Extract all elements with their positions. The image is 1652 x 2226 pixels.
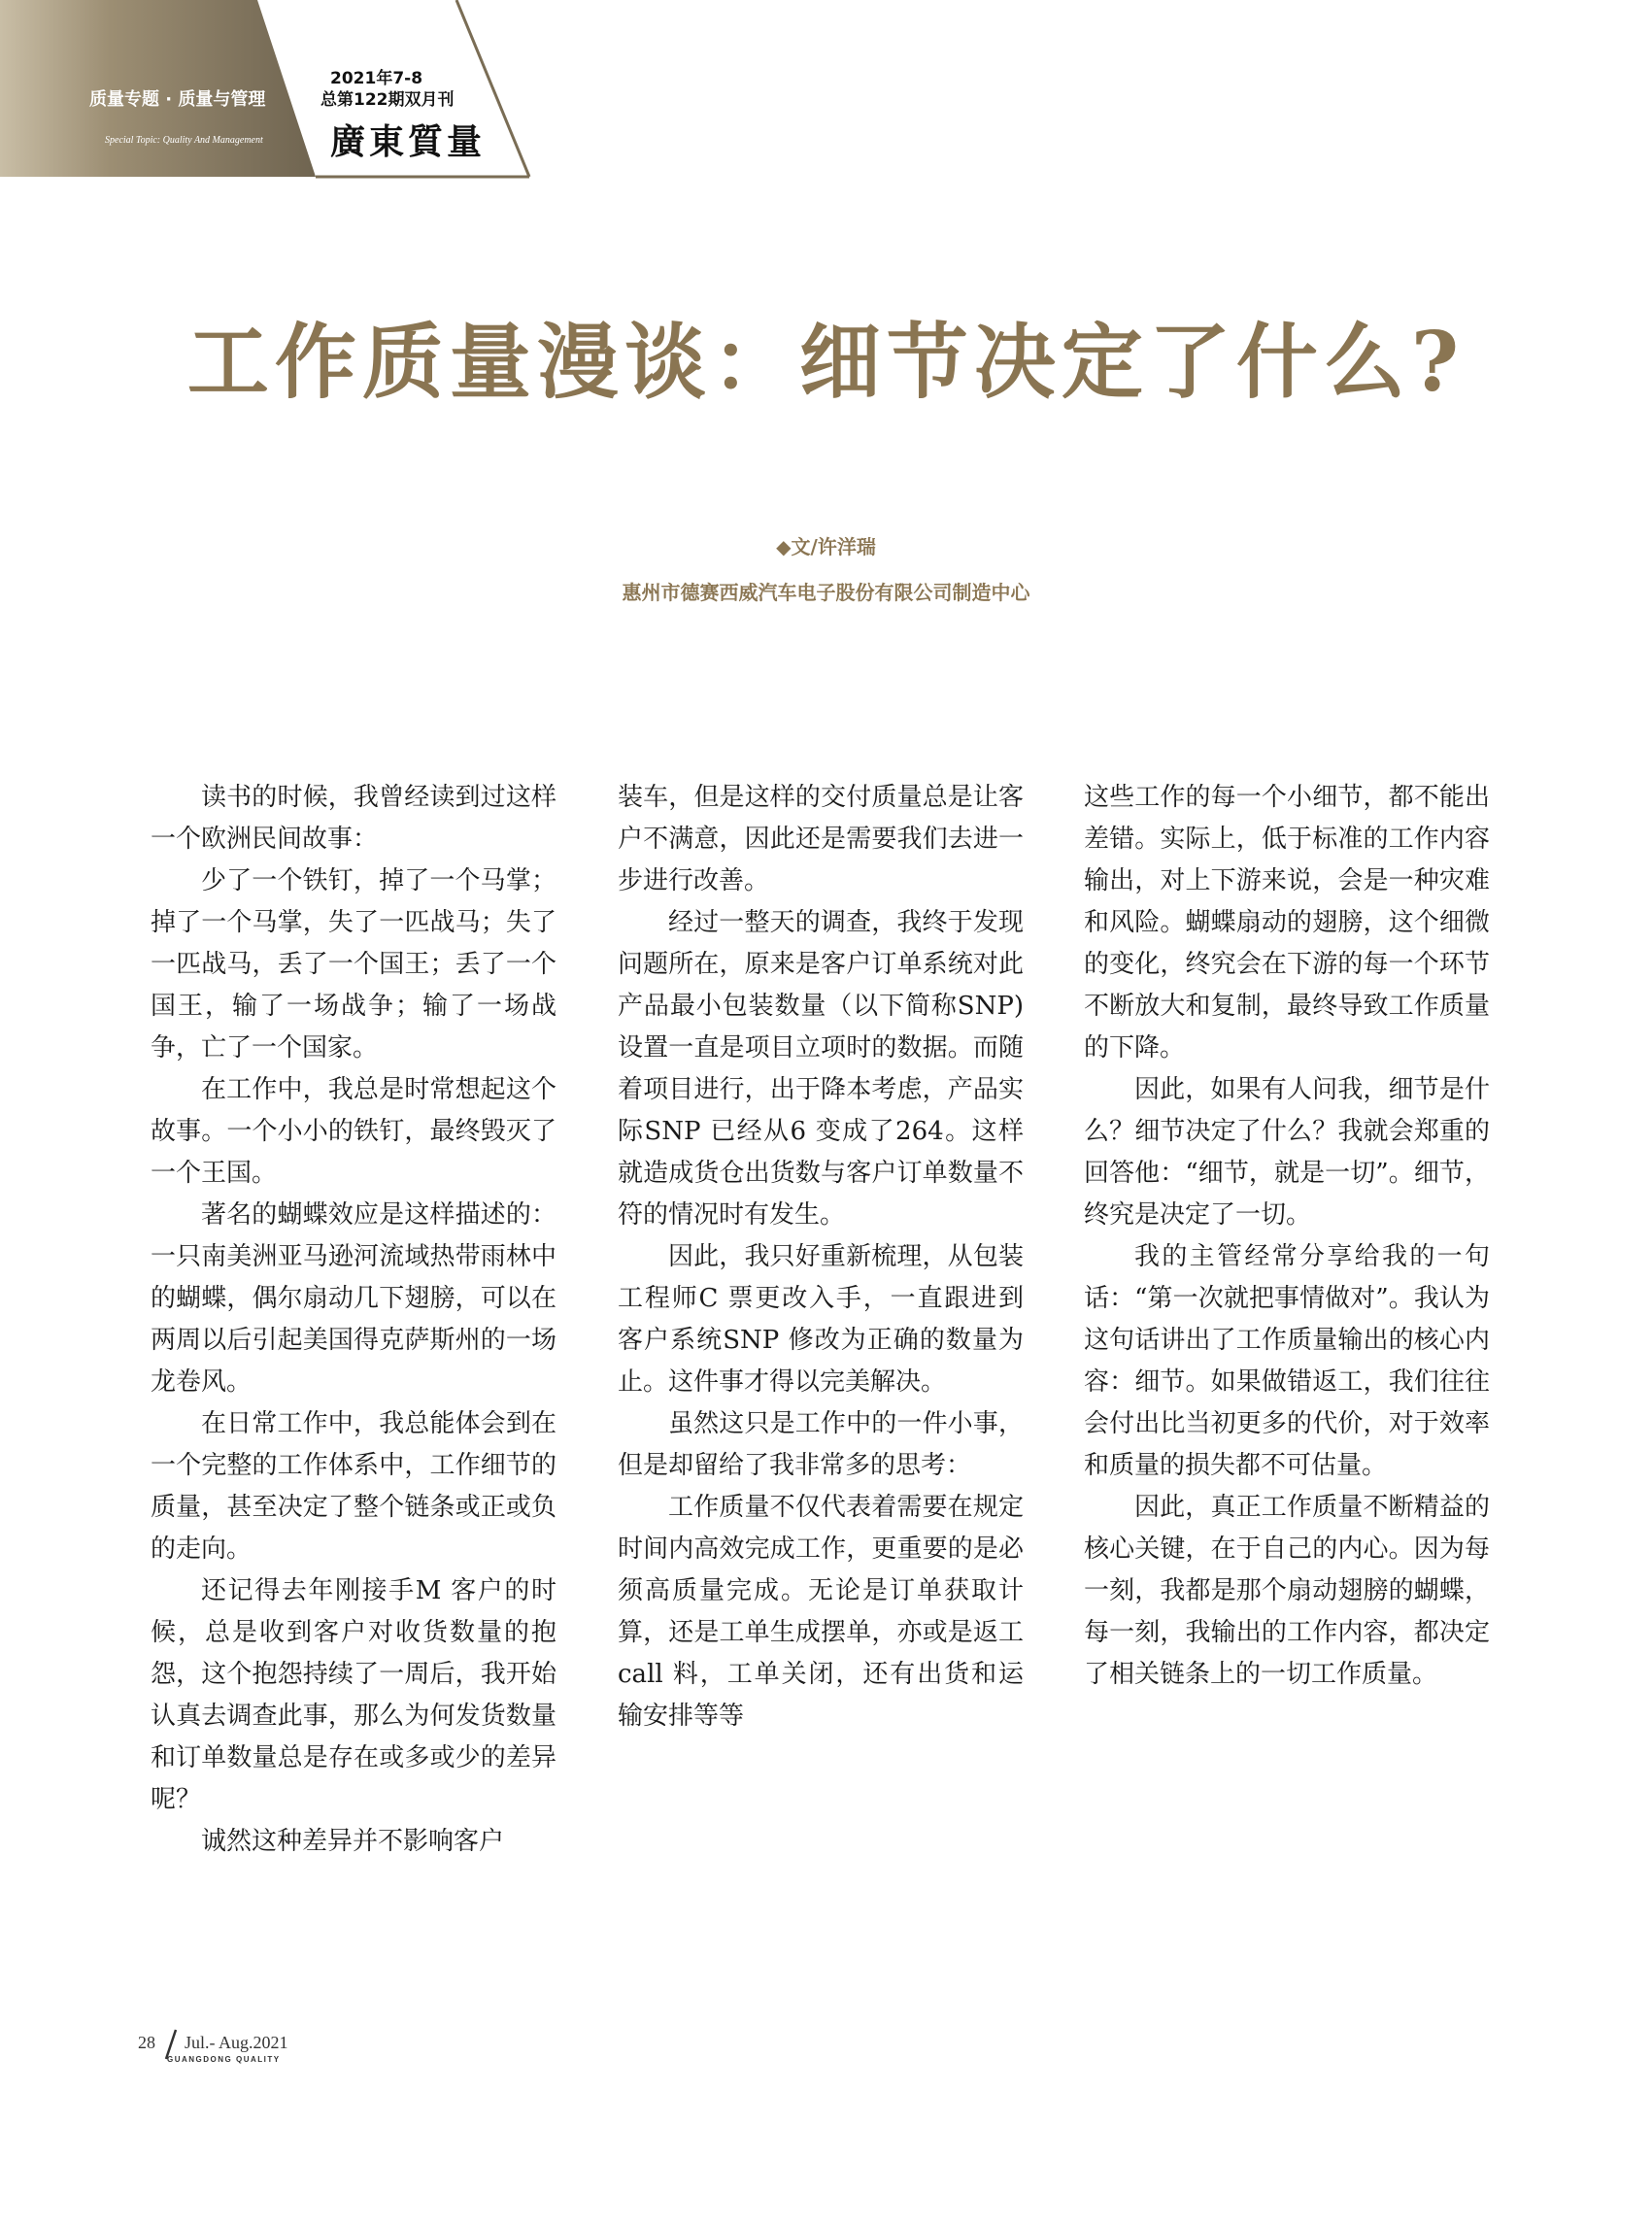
paragraph: 在日常工作中，我总能体会到在一个完整的工作体系中，工作细节的质量，甚至决定了整个链条或正或负的走向。 [151, 1409, 556, 1564]
issue-number: 总第122期双月刊 [320, 90, 455, 110]
paragraph: 还记得去年刚接手M 客户的时候，总是收到客户对收货数量的抱怨，这个抱怨持续了一周后，我开始认真去调查此事，那么为何发货数量和订单数量总是存在或多或少的差异呢？ [151, 1576, 556, 1814]
paragraph: 装车，但是这样的交付质量总是让客户不满意，因此还是需要我们去进一步进行改善。 [618, 783, 1024, 895]
paragraph: 因此，如果有人问我，细节是什么？细节决定了什么？我就会郑重的回答他：“细节，就是一切”。细节，终究是决定了一切。 [1084, 1075, 1490, 1230]
paragraph: 虽然这只是工作中的一件小事，但是却留给了我非常多的思考： [618, 1409, 1024, 1480]
paragraph: 工作质量不仅代表着需要在规定时间内高效完成工作，更重要的是必须高质量完成。无论是订单获取计算，还是工单生成摆单，亦或是返工call 料，工单关闭，还有出货和运输安排等等 [618, 1493, 1024, 1731]
paragraph: 读书的时候，我曾经读到过这样一个欧洲民间故事： [151, 783, 556, 854]
paragraph: 著名的蝴蝶效应是这样描述的：一只南美洲亚马逊河流域热带雨林中的蝴蝶，偶尔扇动几下翅膀，可以在两周以后引起美国得克萨斯州的一场龙卷风。 [151, 1200, 556, 1397]
text-column-2 [618, 777, 1024, 1737]
paragraph: 经过一整天的调查，我终于发现问题所在，原来是客户订单系统对此产品最小包装数量（以下简称SNP)设置一直是项目立项时的数据。而随着项目进行，出于降本考虑，产品实际SNP 已经从6 变成了264。这样就造成货仓出货数与客户订单数量不符的情况时有发生。 [618, 908, 1024, 1230]
text-column-3 [1084, 777, 1490, 1696]
text-column-1 [151, 777, 556, 1863]
issue-date: 2021年7-8 [330, 69, 423, 88]
article-title: 工作质量漫谈：细节决定了什么? [186, 314, 1466, 410]
paragraph: 我的主管经常分享给我的一句话：“第一次就把事情做对”。我认为这句话讲出了工作质量输出的核心内容：细节。如果做错返工，我们往往会付出比当初更多的代价，对于效率和质量的损失都不可估量。 [1084, 1242, 1490, 1480]
footer-magazine-name: GUANGDONG QUALITY [167, 2055, 281, 2064]
paragraph: 因此，真正工作质量不断精益的核心关键，在于自己的内心。因为每一刻，我都是那个扇动翅膀的蝴蝶，每一刻，我输出的工作内容，都决定了相关链条上的一切工作质量。 [1084, 1493, 1490, 1689]
paragraph: 在工作中，我总是时常想起这个故事。一个小小的铁钉，最终毁灭了一个王国。 [151, 1075, 556, 1188]
author-byline: ◆文/许洋瑞 [776, 535, 876, 558]
section-label: 质量专题 · 质量与管理 [89, 89, 266, 110]
page-number: 28 [138, 2033, 155, 2052]
footer-issue-date: Jul.- Aug.2021 [185, 2033, 288, 2052]
paragraph: 诚然这种差异并不影响客户 [201, 1827, 505, 1856]
magazine-logo: 廣東質量 [330, 121, 487, 162]
paragraph: 少了一个铁钉，掉了一个马掌；掉了一个马掌，失了一匹战马；失了一匹战马，丢了一个国王；丢了一个国王，输了一场战争；输了一场战争，亡了一个国家。 [151, 866, 556, 1062]
paragraph: 这些工作的每一个小细节，都不能出差错。实际上，低于标准的工作内容输出，对上下游来说，会是一种灾难和风险。蝴蝶扇动的翅膀，这个细微的变化，终究会在下游的每一个环节不断放大和复制，最终导致工作质量的下降。 [1084, 783, 1490, 1062]
author-affiliation: 惠州市德赛西威汽车电子股份有限公司制造中心 [622, 581, 1030, 604]
paragraph: 因此，我只好重新梳理，从包装工程师C 票更改入手，一直跟进到客户系统SNP 修改为正确的数量为止。这件事才得以完美解决。 [618, 1242, 1024, 1397]
section-label-en: Special Topic: Quality And Management [105, 135, 263, 146]
